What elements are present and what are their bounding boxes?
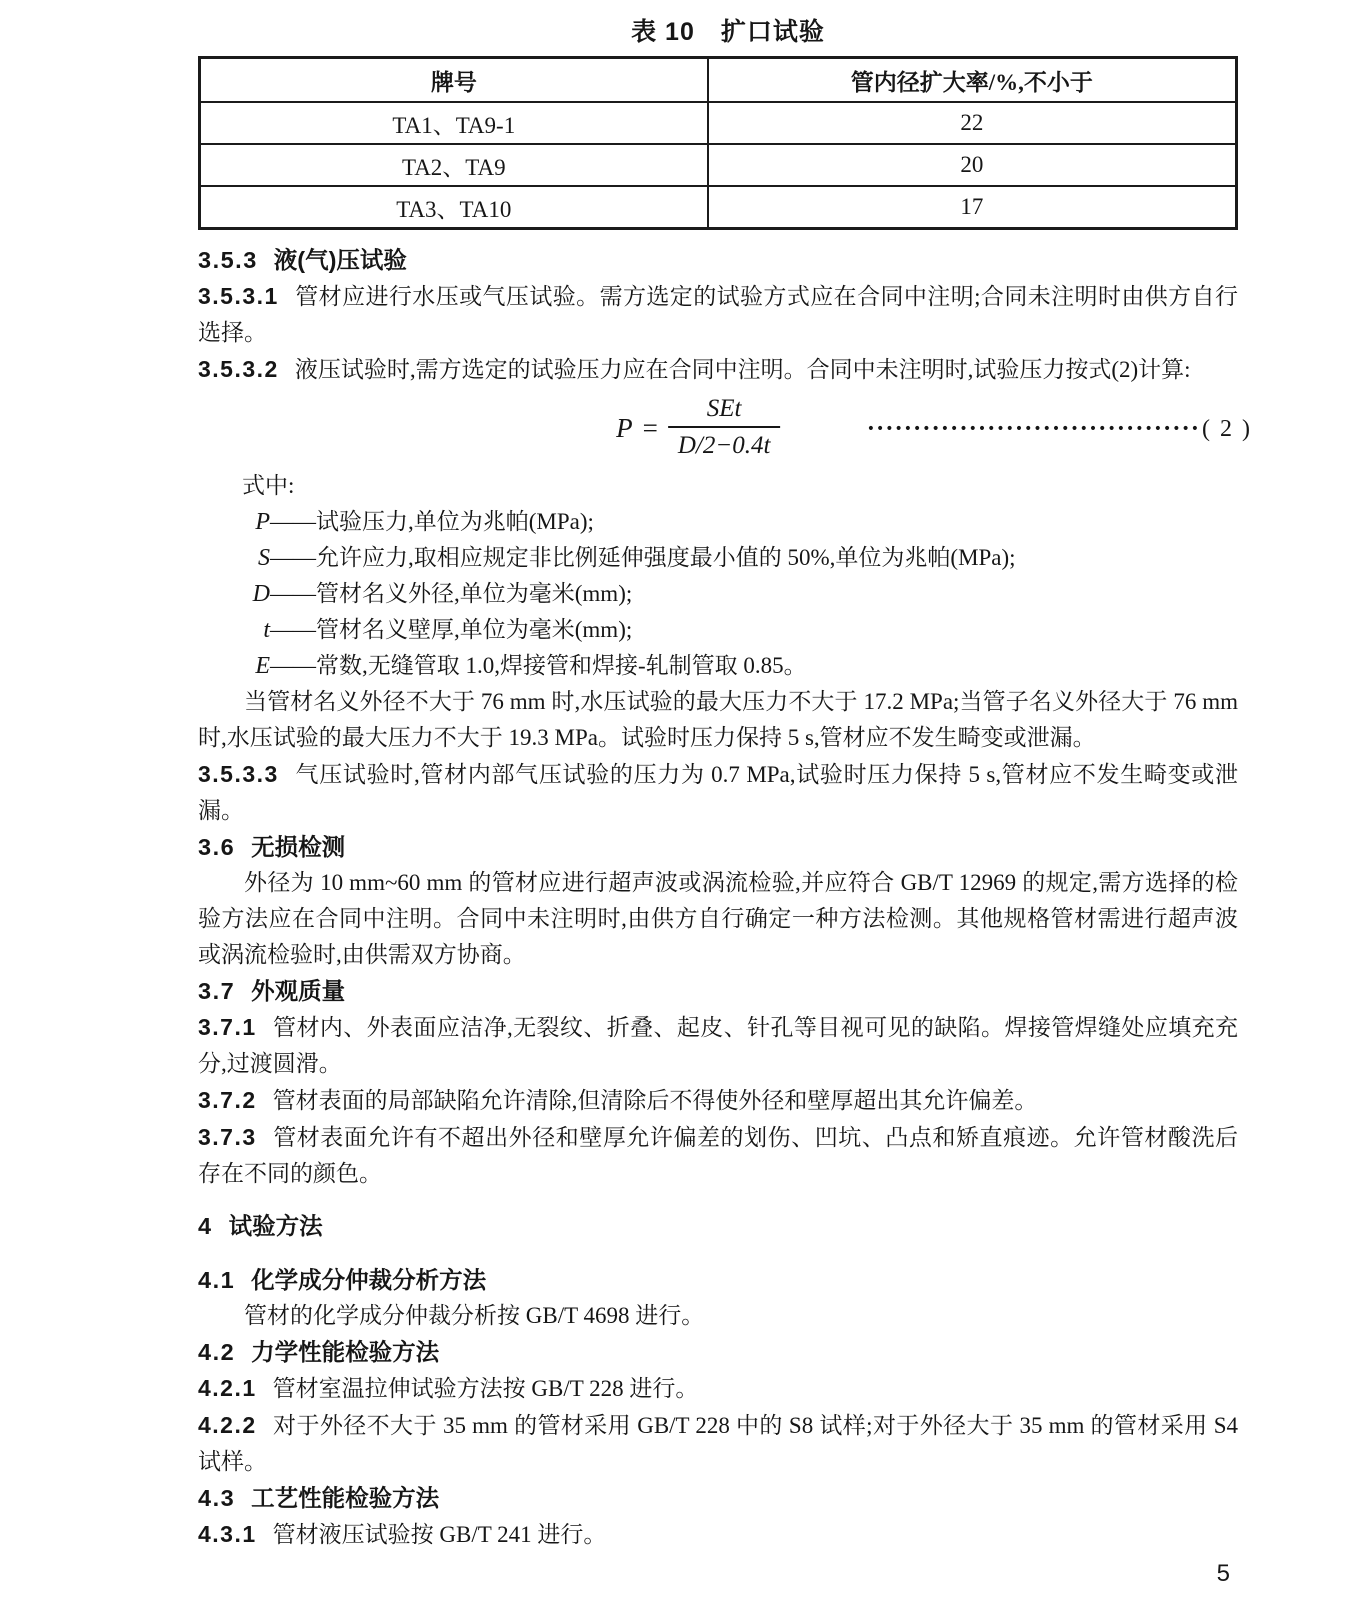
- heading-3-6: [198, 829, 1238, 865]
- heading-3-5-3: [198, 242, 1238, 278]
- clause-3-5-3-1: [198, 278, 1238, 351]
- table-row: [200, 186, 1237, 229]
- equation-lhs: P: [616, 412, 633, 443]
- clause-3-7-2: [198, 1082, 1238, 1119]
- table10-header-row: [200, 58, 1237, 103]
- definition-text: 允许应力,取相应规定非比例延伸强度最小值的 50%,单位为兆帕(MPa);: [316, 545, 1016, 570]
- grade-cell: TA2、TA9: [200, 144, 708, 186]
- clause-number: 3.5.3: [198, 247, 258, 273]
- heading-4-2: [198, 1334, 1238, 1370]
- clause-number: 3.5.3.2: [198, 356, 279, 382]
- symbol: P: [255, 509, 270, 535]
- clause-text: 管材应进行水压或气压试验。需方选定的试验方式应在合同中注明;合同未注明时由供方自行选择。: [198, 284, 1238, 345]
- heading-text: 无损检测: [251, 834, 346, 860]
- clause-text: 管材表面允许有不超出外径和壁厚允许偏差的划伤、凹坑、凸点和矫直痕迹。允许管材酸洗后存在不同的颜色。: [198, 1125, 1238, 1186]
- heading-text: 外观质量: [251, 978, 346, 1004]
- clause-number: 4.2.1: [198, 1375, 257, 1401]
- definition-text: 常数,无缝管取 1.0,焊接管和焊接-轧制管取 0.85。: [316, 653, 807, 678]
- clause-3-7-3: [198, 1119, 1238, 1192]
- equals-sign: =: [642, 412, 658, 443]
- definition-text: 管材名义外径,单位为毫米(mm);: [316, 581, 633, 606]
- table-row: [200, 102, 1237, 144]
- clause-number: 3.7.1: [198, 1014, 257, 1040]
- definition-E: [198, 648, 1238, 684]
- equation-label: ( 2 ): [1202, 415, 1252, 442]
- clause-number: 4.2: [198, 1339, 236, 1365]
- dot-leader: ••••••••••••••••••••••••••••••••••••: [866, 421, 1201, 437]
- heading-4-3: [198, 1480, 1238, 1516]
- clause-3-5-3-2: [198, 351, 1238, 388]
- fraction: [668, 394, 781, 462]
- rate-cell: 17: [708, 186, 1237, 229]
- definition-D: [198, 576, 1238, 612]
- clause-number: 3.5.3.1: [198, 283, 279, 309]
- symbol: D: [252, 581, 270, 607]
- clause-text: 气压试验时,管材内部气压试验的压力为 0.7 MPa,试验时压力保持 5 s,管材应不发生畸变或泄漏。: [198, 762, 1238, 823]
- clause-text: 管材表面的局部缺陷允许清除,但清除后不得使外径和壁厚超出其允许偏差。: [272, 1088, 1038, 1113]
- equation-2: [198, 390, 1252, 468]
- heading-text: 工艺性能检验方法: [251, 1485, 440, 1511]
- clause-3-5-3-3: [198, 756, 1238, 829]
- paragraph-chemical-analysis: 管材的化学成分仲裁分析按 GB/T 4698 进行。: [244, 1303, 705, 1328]
- page-number: 5: [1216, 1560, 1230, 1587]
- clause-text: 管材内、外表面应洁净,无裂纹、折叠、起皮、针孔等目视可见的缺陷。焊接管焊缝处应填充充分,过渡圆滑。: [198, 1015, 1238, 1076]
- clause-number: 4.2.2: [198, 1412, 257, 1438]
- definition-text: 试验压力,单位为兆帕(MPa);: [316, 509, 594, 534]
- dash: ——: [270, 509, 316, 534]
- clause-3-7-1: [198, 1009, 1238, 1082]
- heading-4: [198, 1208, 1238, 1244]
- heading-text: 化学成分仲裁分析方法: [251, 1267, 487, 1293]
- clause-text: 管材液压试验按 GB/T 241 进行。: [272, 1522, 607, 1547]
- definition-text: 管材名义壁厚,单位为毫米(mm);: [316, 617, 633, 642]
- symbol: E: [255, 653, 270, 679]
- heading-text: 液(气)压试验: [273, 247, 407, 273]
- table10-title: 表 10 扩口试验: [631, 18, 825, 46]
- clause-number: 4.3.1: [198, 1521, 257, 1547]
- clause-number: 4.1: [198, 1267, 236, 1293]
- paragraph-max-pressure: 当管材名义外径不大于 76 mm 时,水压试验的最大压力不大于 17.2 MPa;当管子名义外径大于 76 mm 时,水压试验的最大压力不大于 19.3 MPa。试验时压力保持 5 s,管材应不发生畸变或泄漏。: [198, 689, 1238, 750]
- equation-number: [867, 414, 1252, 444]
- dash: ——: [270, 617, 316, 642]
- clause-number: 3.7.3: [198, 1124, 257, 1150]
- clause-4-2-2: [198, 1407, 1238, 1480]
- fraction-denominator: D/2−0.4t: [668, 426, 781, 462]
- fraction-numerator: SEt: [706, 395, 742, 422]
- clause-number: 3.7: [198, 978, 236, 1004]
- clause-number: 4.3: [198, 1485, 236, 1511]
- symbol: t: [263, 617, 270, 643]
- heading-text: 试验方法: [228, 1213, 323, 1239]
- table-row: [200, 144, 1237, 186]
- clause-number: 3.5.3.3: [198, 761, 279, 787]
- table10-header-rate: 管内径扩大率/%,不小于: [708, 58, 1237, 103]
- clause-text: 对于外径不大于 35 mm 的管材采用 GB/T 228 中的 S8 试样;对于外径大于 35 mm 的管材采用 S4 试样。: [198, 1413, 1238, 1474]
- rate-cell: 20: [708, 144, 1237, 186]
- dash: ——: [270, 581, 316, 606]
- symbol: S: [258, 545, 270, 571]
- definition-S: [198, 540, 1238, 576]
- grade-cell: TA3、TA10: [200, 186, 708, 229]
- dash: ——: [270, 545, 316, 570]
- equation-expression: [616, 394, 780, 462]
- rate-cell: 22: [708, 102, 1237, 144]
- grade-cell: TA1、TA9-1: [200, 102, 708, 144]
- clause-number: 3.7.2: [198, 1087, 257, 1113]
- heading-4-1: [198, 1262, 1238, 1298]
- dash: ——: [270, 653, 316, 678]
- clause-text: 液压试验时,需方选定的试验压力应在合同中注明。合同中未注明时,试验压力按式(2)计算:: [294, 357, 1191, 382]
- heading-3-7: [198, 973, 1238, 1009]
- paragraph-ndt: 外径为 10 mm~60 mm 的管材应进行超声波或涡流检验,并应符合 GB/T 12969 的规定,需方选择的检验方法应在合同中注明。合同中未注明时,由供方自行确定一种方法检测。其他规格管材需进行超声波或涡流检验时,由供需双方协商。: [198, 870, 1238, 967]
- clause-text: 管材室温拉伸试验方法按 GB/T 228 进行。: [272, 1376, 699, 1401]
- heading-text: 力学性能检验方法: [251, 1339, 440, 1365]
- clause-number: 3.6: [198, 834, 236, 860]
- clause-number: 4: [198, 1213, 213, 1239]
- where-intro: 式中:: [242, 473, 295, 498]
- definition-t: [198, 612, 1238, 648]
- table10-flaring-test: [198, 56, 1238, 230]
- definition-P: [198, 504, 1238, 540]
- table10-header-grade: 牌号: [200, 58, 708, 103]
- clause-4-3-1: [198, 1516, 1238, 1553]
- clause-4-2-1: [198, 1370, 1238, 1407]
